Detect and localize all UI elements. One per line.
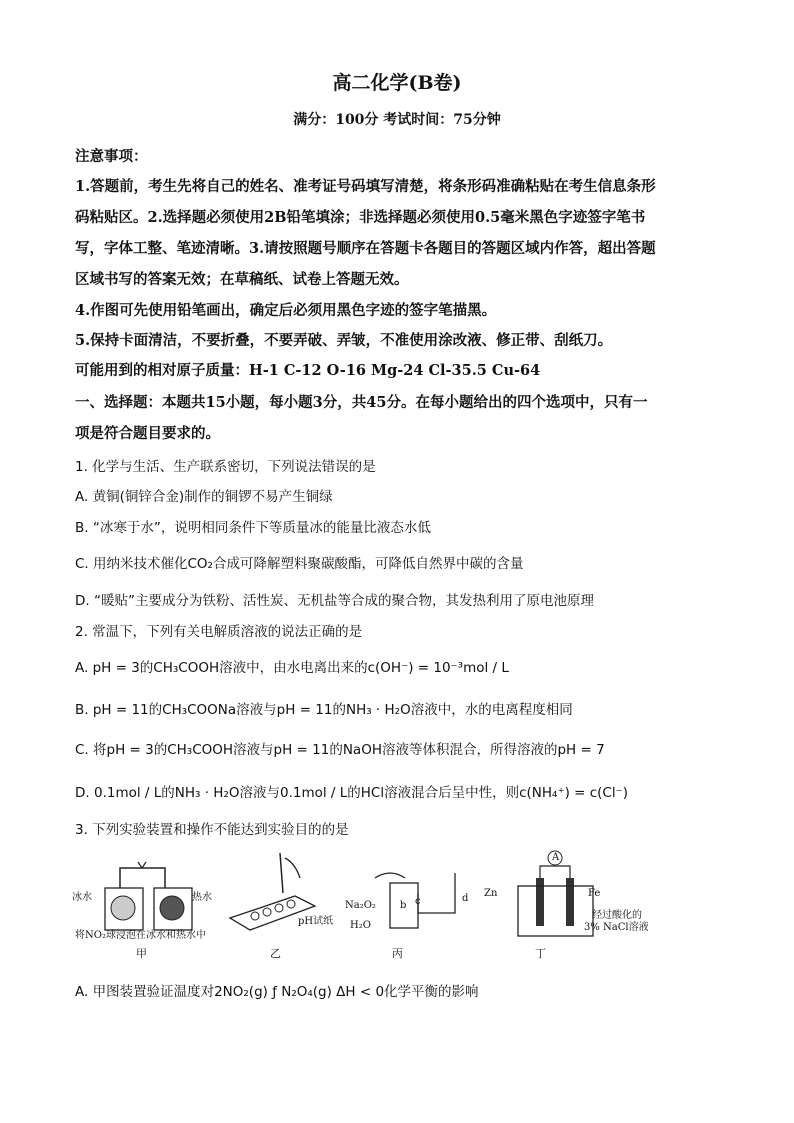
- ammeter-icon: A: [552, 852, 560, 863]
- label-c: c: [415, 896, 421, 907]
- question-3-option-a: A. 甲图装置验证温度对2NO₂(g) ƒ N₂O₄(g) ΔH < 0化学平衡的影响: [75, 984, 479, 1000]
- question-1-option-a: A. 黄铜(铜锌合金)制作的铜锣不易产生铜绿: [75, 489, 333, 505]
- question-1-option-b: B. “冰寒于水”，说明相同条件下等质量冰的能量比液态水低: [75, 520, 431, 536]
- exam-info: 满分：100分 考试时间：75分钟: [293, 112, 501, 128]
- question-2-option-c: C. 将pH = 3的CH₃COOH溶液与pH = 11的NaOH溶液等体积混合，所得溶液的pH = 7: [75, 742, 605, 758]
- fe-label: Fe: [588, 888, 601, 899]
- zn-label: Zn: [484, 888, 498, 899]
- ph-paper-label: pH试纸: [298, 916, 334, 927]
- notice-line: 5.保持卡面清洁，不要折叠，不要弄破、弄皱，不准使用涂改液、修正带、刮纸刀。: [75, 332, 613, 349]
- caption-jia: 甲: [136, 947, 147, 960]
- hot-water-label: 热水: [192, 892, 212, 903]
- page-title: 高二化学(B卷): [332, 72, 462, 94]
- question-2-stem: 2. 常温下，下列有关电解质溶液的说法正确的是: [75, 624, 363, 640]
- question-3-stem: 3. 下列实验装置和操作不能达到实验目的的是: [75, 822, 349, 838]
- solution-label-2: 3% NaCl溶液: [584, 922, 649, 933]
- question-2-option-a: A. pH = 3的CH₃COOH溶液中，由水电离出来的c(OH⁻) = 10⁻³mol / L: [75, 660, 509, 676]
- question-1-option-c: C. 用纳米技术催化CO₂合成可降解塑料聚碳酸酯，可降低自然界中碳的含量: [75, 556, 524, 572]
- question-2-option-b: B. pH = 11的CH₃COONa溶液与pH = 11的NH₃ · H₂O溶液中，水的电离程度相同: [75, 702, 573, 718]
- caption-ding: 丁: [535, 947, 546, 960]
- caption-yi: 乙: [270, 947, 281, 960]
- jia-note: 将NO₂球浸泡在冰水和热水中: [75, 930, 206, 941]
- notice-line: 区域书写的答案无效；在草稿纸、试卷上答题无效。: [75, 271, 409, 288]
- section-heading: 项是符合题目要求的。: [75, 425, 220, 442]
- question-2-option-d: D. 0.1mol / L的NH₃ · H₂O溶液与0.1mol / L的HCl溶液混合后呈中性，则c(NH₄⁺) = c(Cl⁻): [75, 785, 628, 801]
- caption-bing: 丙: [392, 947, 403, 960]
- question-1-stem: 1. 化学与生活、生产联系密切，下列说法错误的是: [75, 459, 376, 475]
- ice-water-label: 冰水: [72, 892, 92, 903]
- solution-label-1: 经过酸化的: [592, 910, 642, 921]
- na2o2-label: Na₂O₂: [345, 900, 376, 911]
- experiment-figures: [70, 848, 710, 963]
- notice-heading: 注意事项：: [75, 148, 148, 165]
- notice-line: 1.答题前，考生先将自己的姓名、准考证号码填写清楚，将条形码准确粘贴在考生信息条形: [75, 178, 656, 195]
- label-b: b: [400, 900, 407, 911]
- atomic-masses: 可能用到的相对原子质量：H-1 C-12 O-16 Mg-24 Cl-35.5 Cu-64: [75, 362, 541, 379]
- notice-line: 写，字体工整、笔迹清晰。3.请按照题号顺序在答题卡各题目的答题区域内作答，超出答题: [75, 240, 656, 257]
- h2o-label: H₂O: [350, 920, 371, 931]
- label-d: d: [462, 893, 469, 904]
- notice-line: 4.作图可先使用铅笔画出，确定后必须用黑色字迹的签字笔描黑。: [75, 302, 497, 319]
- notice-line: 码粘贴区。2.选择题必须使用2B铅笔填涂；非选择题必须使用0.5毫米黑色字迹签字笔书: [75, 209, 646, 226]
- question-1-option-d: D. “暖贴”主要成分为铁粉、活性炭、无机盐等合成的聚合物，其发热利用了原电池原理: [75, 593, 594, 609]
- section-heading: 一、选择题：本题共15小题，每小题3分，共45分。在每小题给出的四个选项中，只有一: [75, 394, 648, 411]
